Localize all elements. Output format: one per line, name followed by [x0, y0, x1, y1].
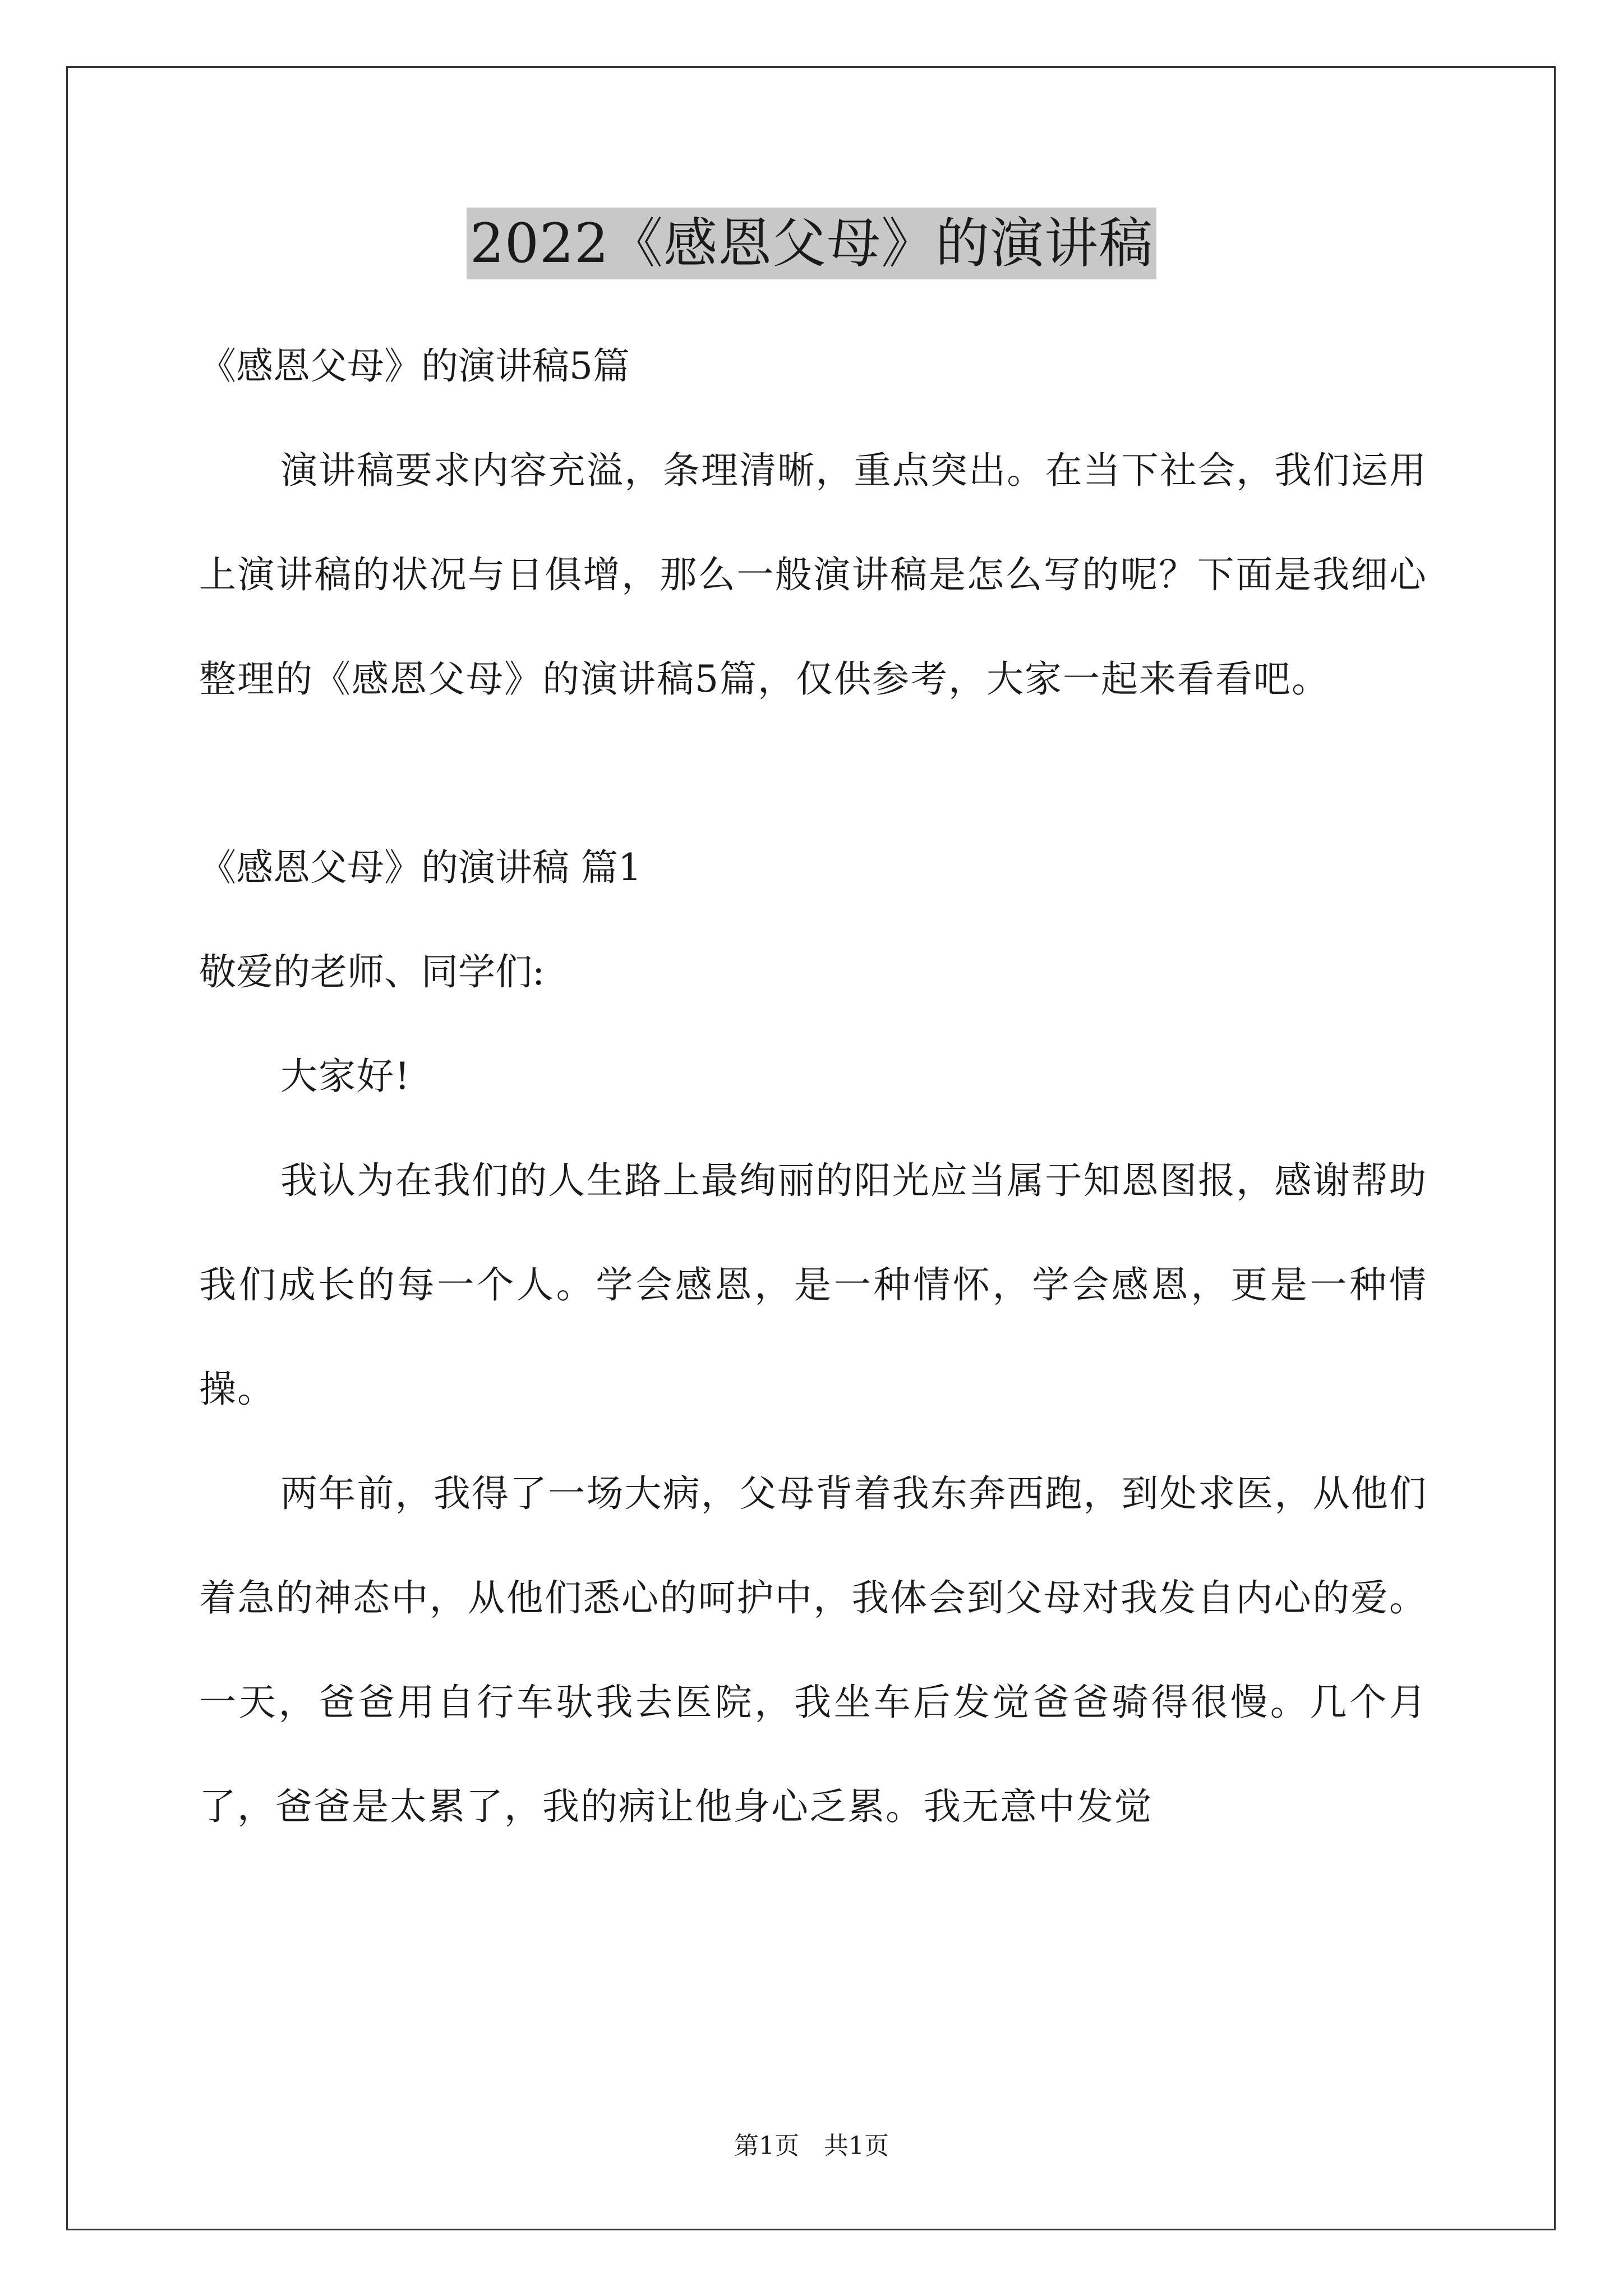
- salutation: 敬爱的老师、同学们:: [199, 950, 545, 993]
- section-spacer: [199, 731, 1427, 816]
- section-heading: 《感恩父母》的演讲稿 篇1: [199, 846, 642, 889]
- document-title: 2022《感恩父母》的演讲稿: [467, 208, 1156, 279]
- page-footer: 第1页 共1页: [734, 2132, 889, 2160]
- greeting: 大家好!: [280, 1055, 411, 1098]
- intro-paragraph: 演讲稿要求内容充溢，条理清晰，重点突出。在当下社会，我们运用上演讲稿的状况与日俱增，那么一般演讲稿是怎么写的呢？下面是我细心整理的《感恩父母》的演讲稿5篇，仅供参考，大家一起来看看吧。: [199, 449, 1427, 701]
- title-container: [0, 208, 1623, 279]
- body-paragraph: 我认为在我们的人生路上最绚丽的阳光应当属于知恩图报，感谢帮助我们成长的每一个人。学会感恩，是一种情怀，学会感恩，更是一种情操。: [199, 1159, 1427, 1411]
- document-body: [199, 314, 1427, 1859]
- body-paragraph: 两年前，我得了一场大病，父母背着我东奔西跑，到处求医，从他们着急的神态中，从他们悉心的呵护中，我体会到父母对我发自内心的爱。一天，爸爸用自行车驮我去医院，我坐车后发觉爸爸骑得很慢。几个月了，爸爸是太累了，我的病让他身心乏累。我无意中发觉: [199, 1472, 1427, 1828]
- subtitle: 《感恩父母》的演讲稿5篇: [199, 344, 630, 388]
